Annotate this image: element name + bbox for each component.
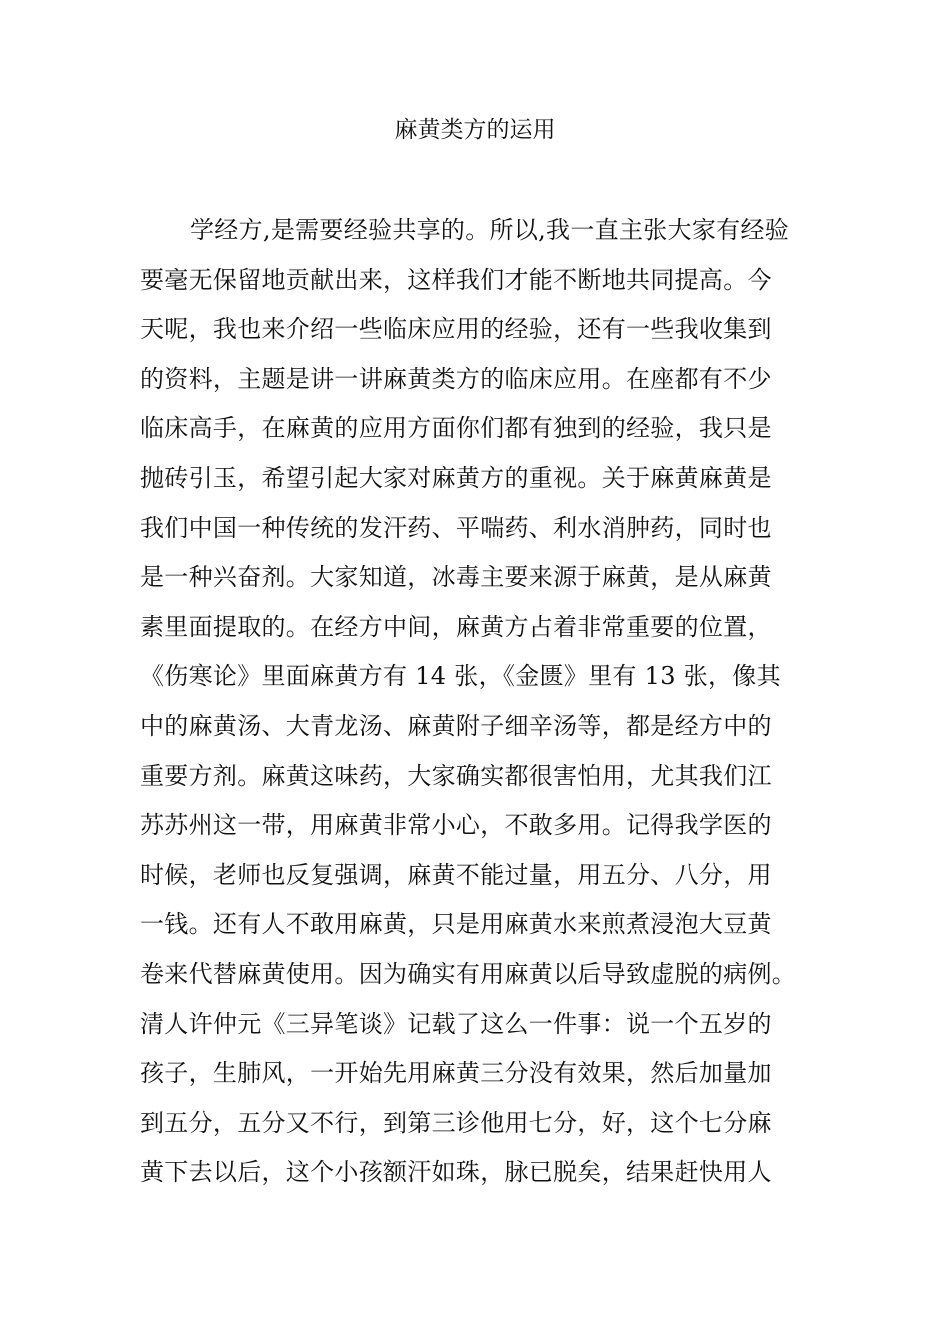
text-line: 苏苏州这一带，用麻黄非常小心，不敢多用。记得我学医的 xyxy=(140,811,772,840)
text-line: 要毫无保留地贡献出来，这样我们才能不断地共同提高。今 xyxy=(140,265,772,294)
text-line: 重要方剂。麻黄这味药，大家确实都很害怕用，尤其我们江 xyxy=(140,761,772,790)
document-title: 麻黄类方的运用 xyxy=(394,117,556,143)
text-line: 是一种兴奋剂。大家知道，冰毒主要来源于麻黄，是从麻黄 xyxy=(140,563,772,592)
text-line: 一钱。还有人不敢用麻黄，只是用麻黄水来煎煮浸泡大豆黄 xyxy=(140,910,772,939)
text-line: 的资料，主题是讲一讲麻黄类方的临床应用。在座都有不少 xyxy=(140,364,772,393)
text-line: 我们中国一种传统的发汗药、平喘药、利水消肿药，同时也 xyxy=(140,513,772,542)
text-line: 学经方,是需要经验共享的。所以,我一直主张大家有经验 xyxy=(190,216,790,244)
text-line: 黄下去以后，这个小孩额汗如珠，脉已脱矣，结果赶快用人 xyxy=(140,1158,772,1187)
text-line: 临床高手，在麻黄的应用方面你们都有独到的经验，我只是 xyxy=(140,414,772,443)
text-line: 卷来代替麻黄使用。因为确实有用麻黄以后导致虚脱的病例。 xyxy=(140,959,797,988)
body-paragraph xyxy=(140,206,820,1198)
text-line: 《伤寒论》里面麻黄方有 14 张，《金匮》里有 13 张，像其 xyxy=(140,662,781,691)
text-line: 孩子，生肺风，一开始先用麻黄三分没有效果，然后加量加 xyxy=(140,1059,772,1088)
text-line: 清人许仲元《三异笔谈》记载了这么一件事：说一个五岁的 xyxy=(140,1009,772,1038)
text-line: 天呢，我也来介绍一些临床应用的经验，还有一些我收集到 xyxy=(140,315,772,344)
text-line: 到五分，五分又不行，到第三诊他用七分，好，这个七分麻 xyxy=(140,1108,772,1137)
text-line: 时候，老师也反复强调，麻黄不能过量，用五分、八分，用 xyxy=(140,860,772,889)
text-line: 抛砖引玉，希望引起大家对麻黄方的重视。关于麻黄麻黄是 xyxy=(140,463,772,492)
text-line: 中的麻黄汤、大青龙汤、麻黄附子细辛汤等，都是经方中的 xyxy=(140,711,772,740)
text-line: 素里面提取的。在经方中间，麻黄方占着非常重要的位置， xyxy=(140,612,772,641)
